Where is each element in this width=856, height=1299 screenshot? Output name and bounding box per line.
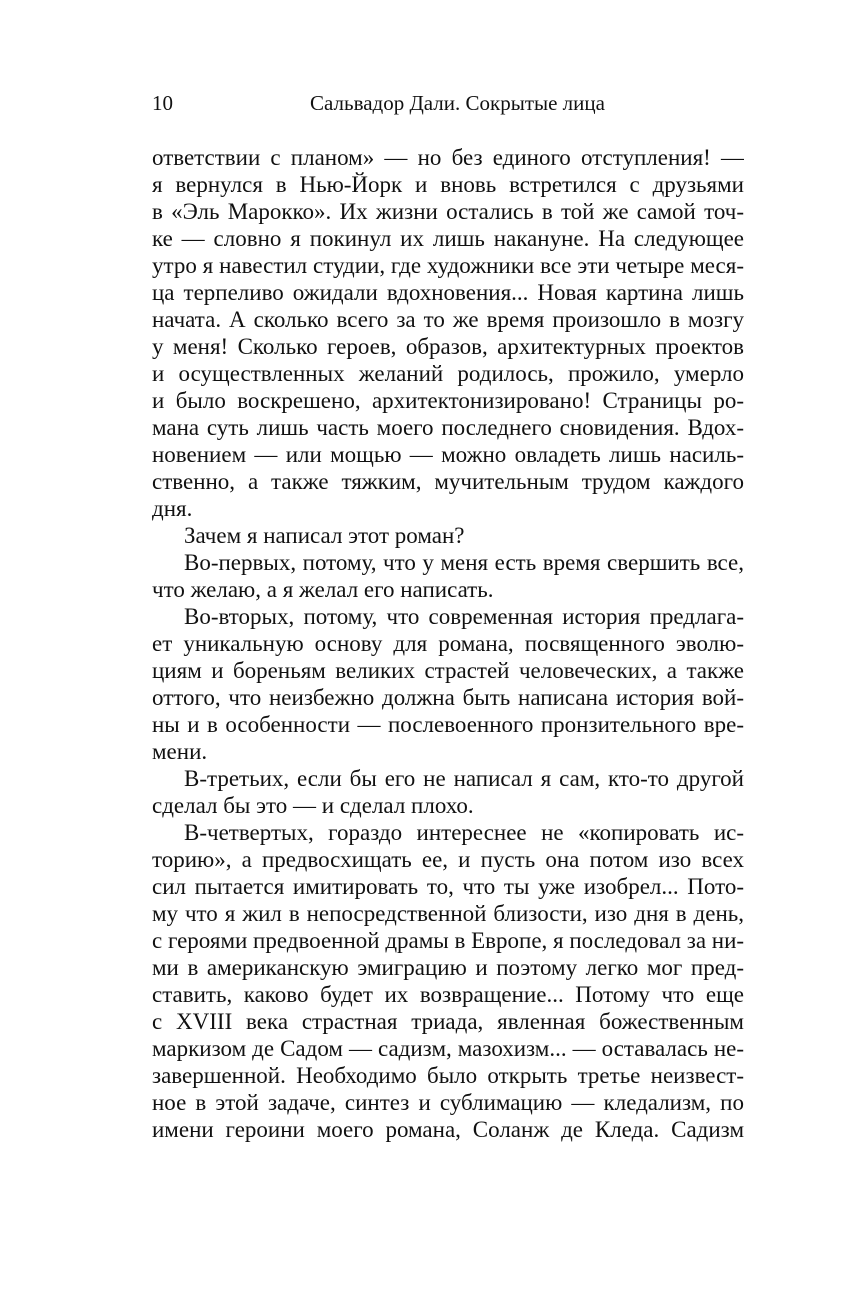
text-line: Во-первых, потому, что у меня есть время свершить все, [184, 550, 744, 575]
body-text [152, 144, 744, 1143]
text-line: в «Эль Марокко». Их жизни остались в той же самой точ- [152, 199, 744, 224]
text-line: дня. [152, 496, 193, 521]
text-line: торию», а предвосхищать ее, и пусть она потом изо всех [152, 847, 744, 872]
text-line: и осуществленных желаний родилось, прожило, умерло [152, 361, 744, 386]
text-line: ставить, каково будет их возвращение... Потому что еще [152, 982, 744, 1007]
text-line: я вернулся в Нью-Йорк и вновь встретился с друзьями [152, 172, 744, 197]
text-line: завершенной. Необходимо было открыть третье неизвест- [152, 1063, 744, 1088]
text-line: ответствии с планом» — но без единого отступления! — [152, 145, 744, 170]
text-line: ет уникальную основу для романа, посвященного эволю- [152, 631, 744, 656]
text-line: сделал бы это — и сделал плохо. [152, 793, 474, 818]
text-line: начата. А сколько всего за то же время произошло в мозгу [152, 307, 744, 332]
text-line: ке — словно я покинул их лишь накануне. На следующее [152, 226, 744, 251]
text-line: циям и бореньям великих страстей человеческих, а также [152, 658, 744, 683]
text-line: В-четвертых, гораздо интереснее не «копировать ис- [184, 820, 744, 845]
text-line: В-третьих, если бы его не написал я сам, кто-то другой [184, 766, 744, 791]
text-line: Во-вторых, потому, что современная история предлага- [184, 604, 744, 629]
text-line: ми в американскую эмиграцию и поэтому легко мог пред- [152, 955, 744, 980]
text-line: имени героини моего романа, Соланж де Кледа. Садизм [152, 1117, 744, 1142]
text-line: у меня! Сколько героев, образов, архитектурных проектов [152, 334, 744, 359]
text-line: с XVIII века страстная триада, явленная божественным [152, 1009, 744, 1034]
text-line: новением — или мощью — можно овладеть лишь насиль- [152, 442, 744, 467]
text-line: маркизом де Садом — садизм, мазохизм... — оставалась не- [152, 1036, 744, 1061]
running-title: Сальвадор Дали. Сокрытые лица [310, 91, 605, 115]
text-line: и было воскрешено, архитектонизировано! Страницы ро- [152, 388, 744, 413]
text-line: утро я навестил студии, где художники все эти четыре меся- [152, 253, 744, 278]
text-line: ное в этой задаче, синтез и сублимацию — кледализм, по [152, 1090, 744, 1115]
text-line: ны и в особенности — послевоенного пронзительного вре- [152, 712, 744, 737]
text-line: сил пытается имитировать то, что ты уже изобрел... Пото- [152, 874, 744, 899]
page-number: 10 [152, 91, 173, 115]
text-line: ца терпеливо ожидали вдохновения... Новая картина лишь [152, 280, 744, 305]
text-line: Зачем я написал этот роман? [184, 523, 465, 548]
text-line: мана суть лишь часть моего последнего сновидения. Вдох- [152, 415, 744, 440]
text-line: мени. [152, 739, 208, 764]
text-line: му что я жил в непосредственной близости, изо дня в день, [152, 901, 744, 926]
text-line: оттого, что неизбежно должна быть написана история вой- [152, 685, 744, 710]
text-line: с героями предвоенной драмы в Европе, я последовал за ни- [152, 928, 744, 953]
text-line: что желаю, а я желал его написать. [152, 577, 494, 602]
text-line: ственно, а также тяжким, мучительным трудом каждого [152, 469, 744, 494]
